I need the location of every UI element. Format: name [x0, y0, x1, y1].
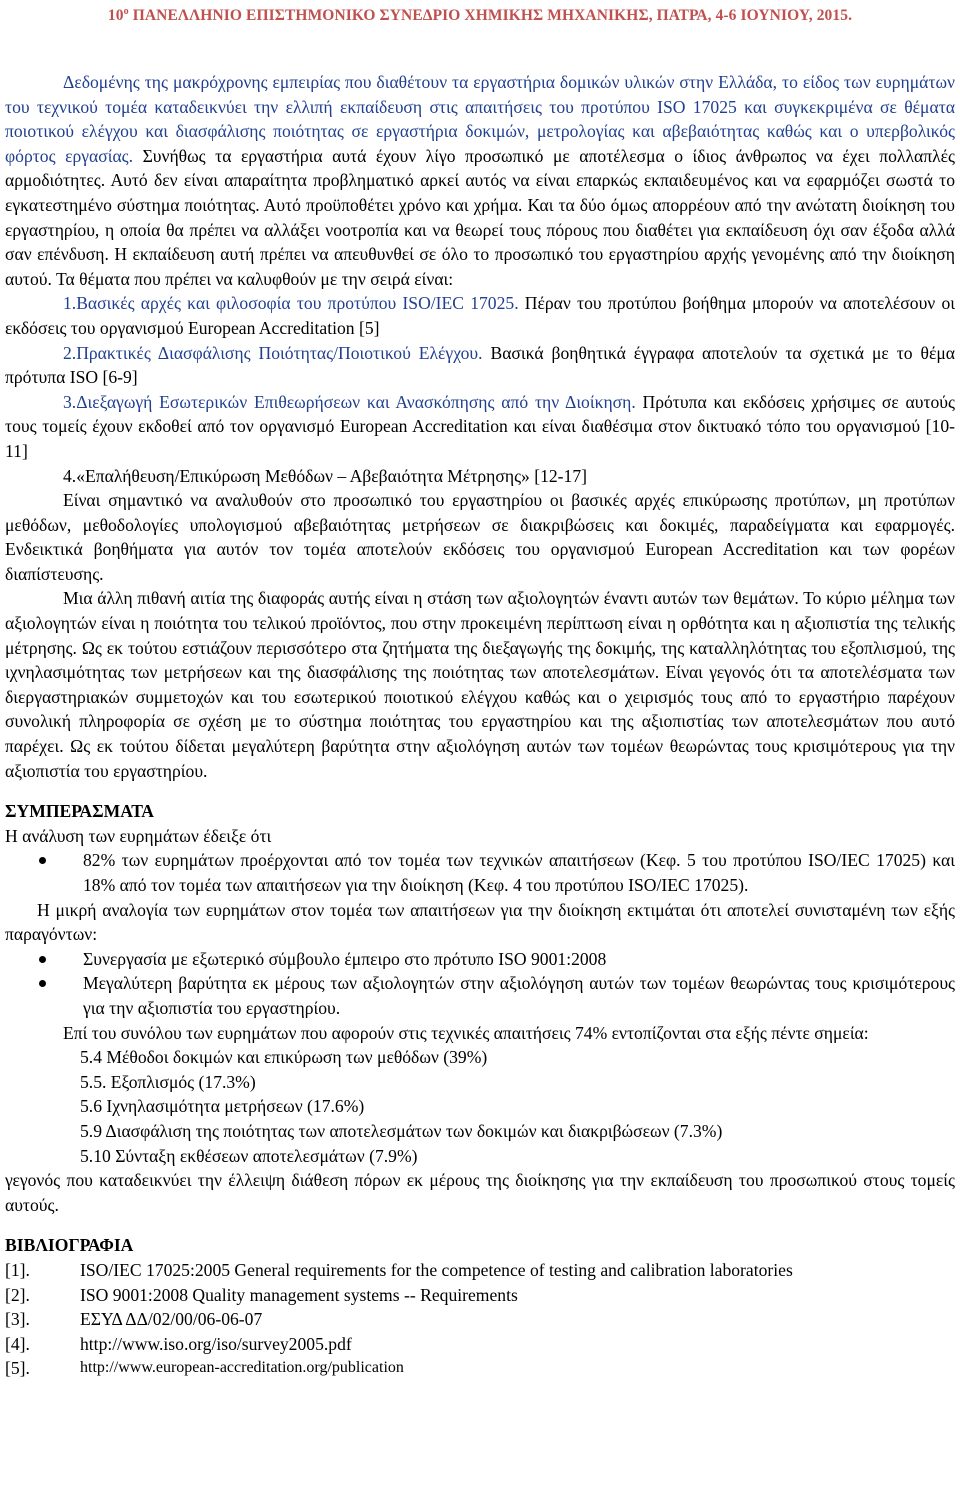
- bullet-icon: [39, 980, 46, 987]
- paper-body: [5, 70, 955, 1381]
- reference-link[interactable]: http://www.iso.org/iso/survey2005.pdf: [80, 1333, 352, 1354]
- reference-item: [5, 1307, 955, 1332]
- reference-text: ISO 9001:2008 Quality management systems -- Requirements: [80, 1284, 518, 1305]
- references-list: [5, 1258, 955, 1381]
- paragraph-assessors: [5, 586, 955, 783]
- technical-points-list: [5, 1045, 955, 1168]
- reference-item: [5, 1332, 955, 1357]
- paragraph-intro-highlight: Δεδομένης της μακρόχρονης εμπειρίας που διαθέτουν τα εργαστήρια δομικών υλικών στην Ελλάδα, το είδος των ευρημάτων του τεχνικού τομέα καταδεικνύει την ελλιπή εκπαίδευση στις απαιτήσεις του προτύπου ISO 17025 και συγκεκριμένα σε θέματα ποιοτικού ελέγχου και διασφάλισης ποιότητας σε εργαστήρια δοκιμών, μετρολογίας και αβεβαιότητας καθώς και ο υπερβολικός φόρτος εργασίας.: [5, 72, 955, 166]
- topic-1: [5, 291, 955, 340]
- paragraph-validation-text: Είναι σημαντικό να αναλυθούν στο προσωπικό του εργαστηρίου οι βασικές αρχές επικύρωσης προτύπων, μη προτύπων μεθόδων, μεθοδολογίες υπολογισμού αβεβαιότητας μετρήσεων σε διακριβώσεις και δοκιμές, παραδείγματα και εφαρμογές. Ενδεικτικά βοηθήματα για αυτόν τον τομέα αποτελούν εκδόσεις του οργανισμού European Accreditation και των φορέων διαπίστευσης.: [5, 490, 955, 584]
- technical-point: 5.9 Διασφάλιση της ποιότητας των αποτελεσμάτων των δοκιμών και διακριβώσεων (7.3%): [80, 1120, 723, 1141]
- topic-1-text: Πέραν του προτύπου βοήθημα μπορούν να αποτελέσουν οι εκδόσεις του οργανισμού European Accreditation [5]: [5, 293, 955, 338]
- reference-text: ISO/IEC 17025:2005 General requirements for the competence of testing and calibration laboratories: [80, 1259, 793, 1280]
- reference-number: [2].: [5, 1284, 30, 1305]
- conclusions-intro: Η ανάλυση των ευρημάτων έδειξε ότι: [5, 825, 272, 846]
- topic-4-title: 4.«Επαλήθευση/Επικύρωση Μεθόδων – Αβεβαιότητα Μέτρησης» [12-17]: [63, 465, 587, 486]
- technical-point: 5.10 Σύνταξη εκθέσεων αποτελεσμάτων (7.9%): [80, 1145, 418, 1166]
- paragraph-intro: [5, 70, 955, 291]
- bullet-item: [5, 848, 955, 897]
- paragraph-intro-rest: Συνήθως τα εργαστήρια αυτά έχουν λίγο προσωπικό με αποτέλεσμα ο ίδιος άνθρωπος να έχει πολλαπλές αρμοδιότητες. Αυτό δεν είναι απαραίτητα προβληματικό αρκεί αυτός να είναι επαρκώς εκπαιδευμένος και να εφαρμόζει σωστά το εγκατεστημένο σύστημα ποιότητας. Αυτό προϋποθέτει χρόνο και χρήμα. Και τα δύο όμως απορρέουν από την ανώτατη διοίκηση του εργαστηρίου, η οποία θα πρέπει να αλλάξει νοοτροπία και να θεωρεί τους πόρους που διαθέτει για εκπαίδευση όχι σαν έξοδα αλλά σαν επένδυση. Η εκπαίδευση αυτή πρέπει να απευθυνθεί σε όλο το προσωπικό του εργαστηρίου αρχής γενομένης από την διοίκηση αυτού. Τα θέματα που πρέπει να καλυφθούν με την σειρά είναι:: [5, 145, 955, 289]
- paragraph-ratio: Η μικρή αναλογία των ευρημάτων στον τομέα των απαιτήσεων για την διοίκηση εκτιμάται ότι αποτελεί συνισταμένη των εξής παραγόντων:: [5, 899, 955, 945]
- bullet-icon: [39, 956, 46, 963]
- conclusions-heading: ΣΥΜΠΕΡΑΣΜΑΤΑ: [5, 801, 154, 822]
- reference-text: ΕΣΥΔ ΔΔ/02/00/06-06-07: [80, 1309, 263, 1330]
- references-heading: ΒΙΒΛΙΟΓΡΑΦΙΑ: [5, 1235, 134, 1256]
- reference-number: [4].: [5, 1333, 30, 1354]
- header-number: 10: [107, 7, 124, 25]
- topic-4: [5, 464, 955, 489]
- bullet-item: [5, 971, 955, 1020]
- paragraph-technical: Επί του συνόλου των ευρημάτων που αφορούν στις τεχνικές απαιτήσεις 74% εντοπίζονται στα εξής πέντε σημεία:: [63, 1022, 869, 1043]
- reference-item: [5, 1356, 955, 1381]
- conclusions-bullets-2: [5, 947, 955, 1021]
- topic-3-text: Πρότυπα και εκδόσεις χρήσιμες σε αυτούς τους τομείς έχουν εκδοθεί από τον οργανισμό European Accreditation και είναι διαθέσιμα στον δικτυακό τόπο του οργανισμού [10-11]: [5, 391, 955, 461]
- bullet-text: 82% των ευρημάτων προέρχονται από τον τομέα των τεχνικών απαιτήσεων (Κεφ. 5 του προτύπου ISO/IEC 17025) και 18% από τον τομέα των απαιτήσεων για την διοίκηση (Κεφ. 4 του προτύπου ISO/IEC 17025).: [83, 850, 955, 895]
- reference-link[interactable]: http://www.european-accreditation.org/publication: [80, 1359, 404, 1377]
- reference-number: [5].: [5, 1358, 30, 1379]
- topic-3: [5, 390, 955, 464]
- technical-point: 5.5. Εξοπλισμός (17.3%): [80, 1071, 256, 1092]
- reference-item: [5, 1258, 955, 1283]
- conclusions-bullets-1: [5, 848, 955, 897]
- bullet-icon: [39, 857, 46, 864]
- topic-2-title: 2.Πρακτικές Διασφάλισης Ποιότητας/Ποιοτικού Ελέγχου.: [63, 342, 483, 363]
- topic-1-title: 1.Βασικές αρχές και φιλοσοφία του προτύπου ISO/IEC 17025.: [63, 293, 519, 314]
- bullet-text: Συνεργασία με εξωτερικό σύμβουλο έμπειρο στο πρότυπο ISO 9001:2008: [83, 948, 607, 969]
- paragraph-end: γεγονός που καταδεικνύει την έλλειψη διάθεση πόρων εκ μέρους της διοίκησης για την εκπαίδευση του προσωπικού στους τομείς αυτούς.: [5, 1170, 955, 1215]
- topic-2: [5, 341, 955, 390]
- reference-item: [5, 1283, 955, 1308]
- paragraph-validation: [5, 488, 955, 586]
- technical-point: 5.4 Μέθοδοι δοκιμών και επικύρωση των μεθόδων (39%): [80, 1047, 488, 1068]
- reference-number: [1].: [5, 1259, 30, 1280]
- topic-3-title: 3.Διεξαγωγή Εσωτερικών Επιθεωρήσεων και Ανασκόπησης από την Διοίκηση.: [63, 391, 636, 412]
- header-superscript: ο: [123, 6, 129, 17]
- bullet-text: Μεγαλύτερη βαρύτητα εκ μέρους των αξιολογητών στην αξιολόγηση αυτών των τομέων θεωρώντας τους κρισιμότερους για την αξιοπιστία του εργαστηρίου.: [83, 973, 955, 1018]
- paragraph-assessors-text: Μια άλλη πιθανή αιτία της διαφοράς αυτής είναι η στάση των αξιολογητών έναντι αυτών των θεμάτων. Το κύριο μέλημα των αξιολογητών είναι η ποιότητα του τελικού προϊόντος, που στην προκειμένη περίπτωση είναι η ορθότητα και η αξιοπιστία της τελικής μέτρησης. Ως εκ τούτου εστιάζουν περισσότερο στα ζητήματα της διεξαγωγής της δοκιμής, της καταλληλότητας του εξοπλισμού, της ιχνηλασιμότητας των μετρήσεων και της διασφάλισης της ποιότητας των αποτελεσμάτων. Είναι γεγονός ότι τα αποτελέσματα των διεργαστηριακών συμμετοχών και του εσωτερικού ποιοτικού ελέγχου καθώς και ο χειρισμός τους από το εργαστήριο παρέχουν συνολική πληροφορία σε σχέση με το σύστημα ποιότητας του εργαστηρίου και της αξιοπιστίας των αποτελεσμάτων που αυτό παρέχει. Ως εκ τούτου δίδεται μεγαλύτερη βαρύτητα στην αξιολόγηση αυτών των τομέων θεωρώντας τους κρισιμότερους για την αξιοπιστία του εργαστηρίου.: [5, 588, 955, 781]
- conference-header: [0, 2, 960, 26]
- reference-number: [3].: [5, 1309, 30, 1330]
- topic-2-text: Βασικά βοηθητικά έγγραφα αποτελούν τα σχετικά με το θέμα πρότυπα ISO [6-9]: [5, 342, 955, 388]
- bullet-item: [5, 947, 955, 972]
- header-title: ΠΑΝΕΛΛΗΝΙΟ ΕΠΙΣΤΗΜΟΝΙΚΟ ΣΥΝΕΔΡΙΟ ΧΗΜΙΚΗΣ ΜΗΧΑΝΙΚΗΣ, ΠΑΤΡΑ, 4-6 ΙΟΥΝΙΟΥ, 2015.: [128, 7, 853, 25]
- technical-point: 5.6 Ιχνηλασιμότητα μετρήσεων (17.6%): [80, 1096, 365, 1117]
